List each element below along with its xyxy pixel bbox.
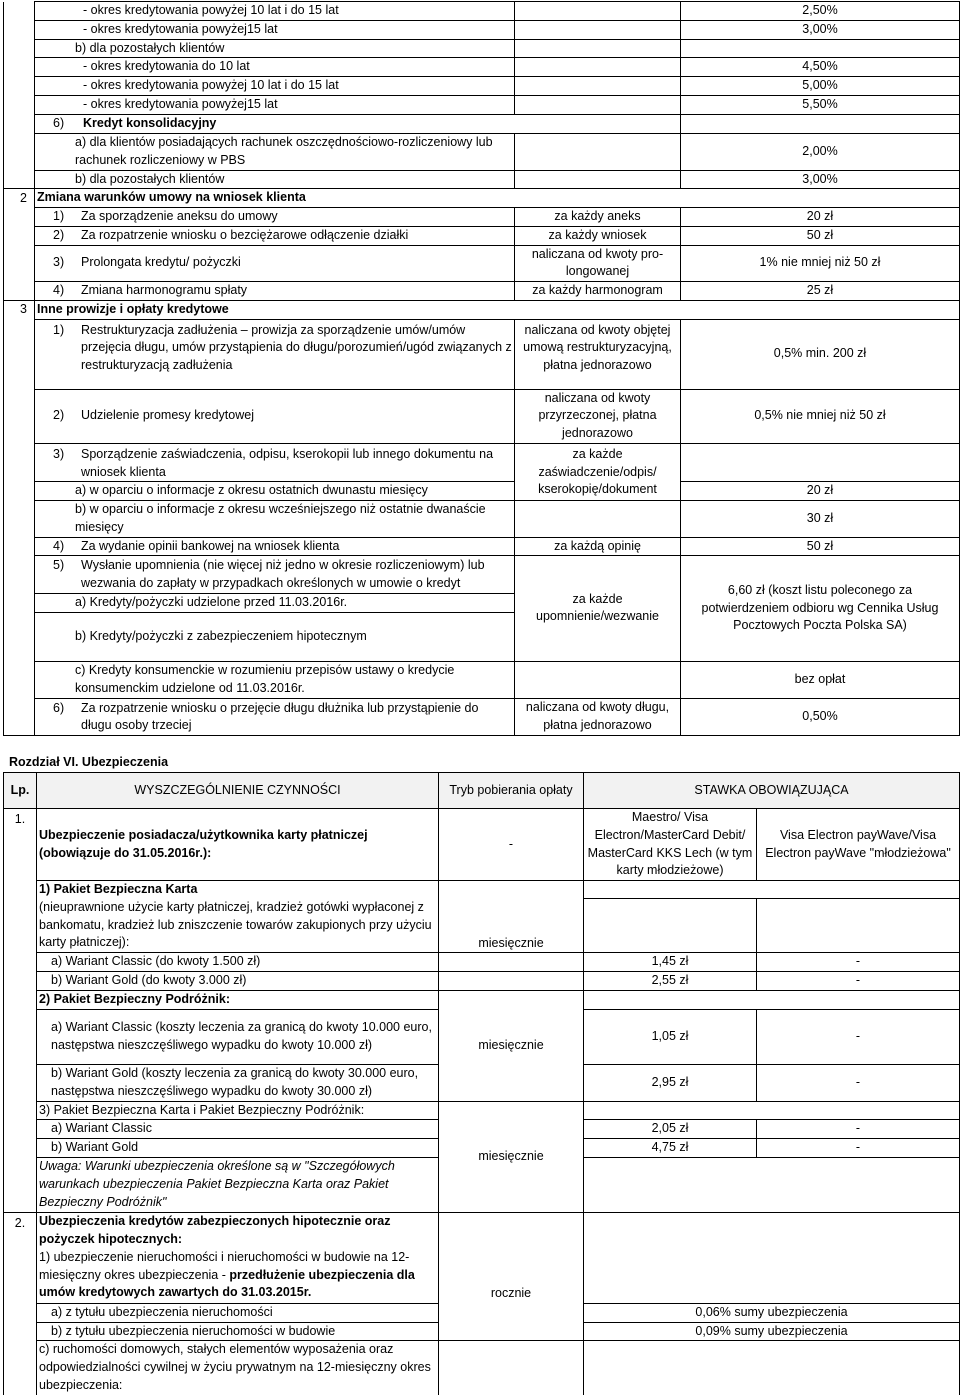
table-row: [4, 133, 960, 170]
table-row: c) ruchomości domowych, stałych elementów wyposażenia oraz odpowiedzialności cywilnej w życiu prywatnym na 12-miesięczny okres ubezpieczenia:: [4, 1341, 960, 1395]
table-row: 2) Pakiet Bezpieczny Podróżnik: miesięcznie: [4, 990, 960, 1009]
table-row: c) Kredyty konsumenckie w rozumieniu przepisów ustawy o kredycie konsumenckim udzielone od 11.03.2016r. bez opłat: [4, 661, 960, 698]
row-value: 5,50%: [681, 95, 960, 114]
row-label: a) dla klientów posiadających rachunek oszczędnościowo-rozliczeniowy lub rachunek rozliczeniowy w PBS: [35, 133, 515, 170]
table-row: 3) Prolongata kredytu/ pożyczki naliczana od kwoty pro-longowanej 1% nie mniej niż 50 zł: [4, 245, 960, 282]
table-row: 4) Za wydanie opinii bankowej na wniosek klienta za każdą opinię 50 zł: [4, 537, 960, 556]
table-row: b) w oparciu o informacje z okresu wcześniejszego niż ostatnie dwanaście miesięcy 30 zł: [4, 501, 960, 538]
table-row: a) w oparciu o informacje z okresu ostatnich dwunastu miesięcy 20 zł: [4, 482, 960, 501]
table-row: 3) Sporządzenie zaświadczenia, odpisu, kserokopii lub innego dokumentu na wniosek klienta za każde zaświadczenie/odpis/ kserokopię/dokument: [4, 443, 960, 482]
section-header: 3 Inne prowizje i opłaty kredytowe: [4, 300, 960, 319]
table-row: 2. Ubezpieczenia kredytów zabezpieczonych hipotecznie oraz pożyczek hipotecznych:: [4, 1212, 960, 1248]
table-row: 6) Kredyt konsolidacyjny: [4, 114, 960, 133]
table-row: a) z tytułu ubezpieczenia nieruchomości 0,06% sumy ubezpieczenia: [4, 1303, 960, 1322]
row-value: 3,00%: [681, 20, 960, 39]
row-value: [681, 39, 960, 58]
table-row: 4) Zmiana harmonogramu spłaty za każdy harmonogram 25 zł: [4, 282, 960, 301]
table-row: [4, 170, 960, 189]
fee-table: [3, 1, 960, 736]
table-row: 6) Za rozpatrzenie wniosku o przejęcie długu dłużnika lub przystąpienie do długu osoby trzeciej naliczana od kwoty długu, płatna jednorazowo 0,50%: [4, 698, 960, 736]
row-label: - okres kredytowania powyżej15 lat: [35, 20, 515, 39]
table-row: b) z tytułu ubezpieczenia nieruchomości w budowie 0,09% sumy ubezpieczenia: [4, 1322, 960, 1341]
section-title: Inne prowizje i opłaty kredytowe: [35, 300, 960, 319]
row-label: b) dla pozostałych klientów: [35, 170, 515, 189]
table-row: 1. Ubezpieczenie posiadacza/użytkownika karty płatniczej (obowiązuje do 31.05.2016r.): - Maestro/ Visa Electron/MasterCard Debit/ MasterCard KKS Lech (w tym karty młodzieżowe) Visa Electron payWave/Visa Electron payWave "młodzieżowa": [4, 809, 960, 881]
row-label: - okres kredytowania powyżej 10 lat i do 15 lat: [35, 77, 515, 96]
table-row: [4, 2, 960, 21]
item-title: Kredyt konsolidacyjny: [83, 115, 217, 130]
table-row: 2) Za rozpatrzenie wniosku o bezciężarowe odłączenie działki za każdy wniosek 50 zł: [4, 226, 960, 245]
table-row: b) Kredyty/pożyczki z zabezpieczeniem hipotecznym: [4, 612, 960, 661]
row-value: 4,50%: [681, 58, 960, 77]
section-title: Zmiana warunków umowy na wniosek klienta: [35, 189, 960, 208]
table-row: [4, 95, 960, 114]
table-row: 3) Pakiet Bezpieczna Karta i Pakiet Bezpieczny Podróżnik: miesięcznie: [4, 1101, 960, 1120]
table-row: 1) Za sporządzenie aneksu do umowy za każdy aneks 20 zł: [4, 208, 960, 227]
row-label: - okres kredytowania powyżej 10 lat i do 15 lat: [35, 2, 515, 21]
row-label: - okres kredytowania do 10 lat: [35, 58, 515, 77]
row-value: 5,00%: [681, 77, 960, 96]
table-row: a) Kredyty/pożyczki udzielone przed 11.03.2016r.: [4, 593, 960, 612]
note: Uwaga: Warunki ubezpieczenia określone są w "Szczegółowych warunkach ubezpieczenia Pakiet Bezpieczna Karta oraz Pakiet Bezpieczny Podróżnik": [37, 1157, 439, 1212]
row-value: 3,00%: [681, 170, 960, 189]
table-row: 1) ubezpieczenie nieruchomości i nieruchomości w budowie na 12-miesięczny okres ubezpieczenia - przedłużenie ubezpieczenia dla umów kredytowych zawartych do 31.03.2015r. rocznie: [4, 1248, 960, 1303]
table-row: (nieuprawnione użycie karty płatniczej, kradzież gotówki wypłaconej z bankomatu, kradzież lub zniszczenie towarów zakupionych przy użyciu karty płatniczej): miesięcznie: [4, 899, 960, 953]
table-row: a) Wariant Classic 2,05 zł -: [4, 1120, 960, 1139]
table-row: 1) Restrukturyzacja zadłużenia – prowizja za sporządzenie umów/umów przejęcia długu, umów przystąpienia do długu/porozumień/ugód związanych z restrukturyzacją zadłużenia naliczana od kwoty objętej umową restrukturyzacyjną, płatna jednorazowo 0,5% min. 200 zł: [4, 319, 960, 389]
section-heading: Rozdział VI. Ubezpieczenia: [9, 755, 169, 769]
row-label: b) dla pozostałych klientów: [35, 39, 515, 58]
table-row: 5) Wysłanie upomnienia (nie więcej niż jedno w okresie rozliczeniowym) lub wezwania do zapłaty w przypadkach określonych w umowie o kredyt za każde upomnienie/wezwanie 6,60 zł (koszt listu poleconego za potwierdzeniem odbioru wg Cennika Usług Pocztowych Poczta Polska SA): [4, 556, 960, 594]
row-value: 2,00%: [681, 133, 960, 170]
table-row: a) Wariant Classic (koszty leczenia za granicą do kwoty 10.000 euro, następstwa nieszczęśliwego wypadku do kwoty 10.000 zł) 1,05 zł -: [4, 1009, 960, 1064]
table-row: [4, 20, 960, 39]
table-row: 2) Udzielenie promesy kredytowej naliczana od kwoty przyrzeczonej, płatna jednorazowo 0,5% nie mniej niż 50 zł: [4, 389, 960, 443]
table-row: b) Wariant Gold (koszty leczenia za granicą do kwoty 30.000 euro, następstwa nieszczęśliwego wypadku do kwoty 30.000 zł) 2,95 zł -: [4, 1064, 960, 1101]
table-row: a) Wariant Classic (do kwoty 1.500 zł) 1,45 zł -: [4, 953, 960, 972]
row-label: - okres kredytowania powyżej15 lat: [35, 95, 515, 114]
section-header: 2 Zmiana warunków umowy na wniosek klienta: [4, 189, 960, 208]
table-row: b) Wariant Gold (do kwoty 3.000 zł) 2,55 zł -: [4, 972, 960, 991]
table-row: b) Wariant Gold 4,75 zł -: [4, 1139, 960, 1158]
row-value: 2,50%: [681, 2, 960, 21]
table-row: 1) Pakiet Bezpieczna Karta: [4, 881, 960, 899]
table-row: [4, 77, 960, 96]
table-header: Lp. WYSZCZEGÓLNIENIE CZYNNOŚCI Tryb pobierania opłaty STAWKA OBOWIĄZUJĄCA: [4, 773, 960, 809]
table-row: [4, 58, 960, 77]
insurance-table: [3, 772, 960, 1395]
table-row: [4, 39, 960, 58]
